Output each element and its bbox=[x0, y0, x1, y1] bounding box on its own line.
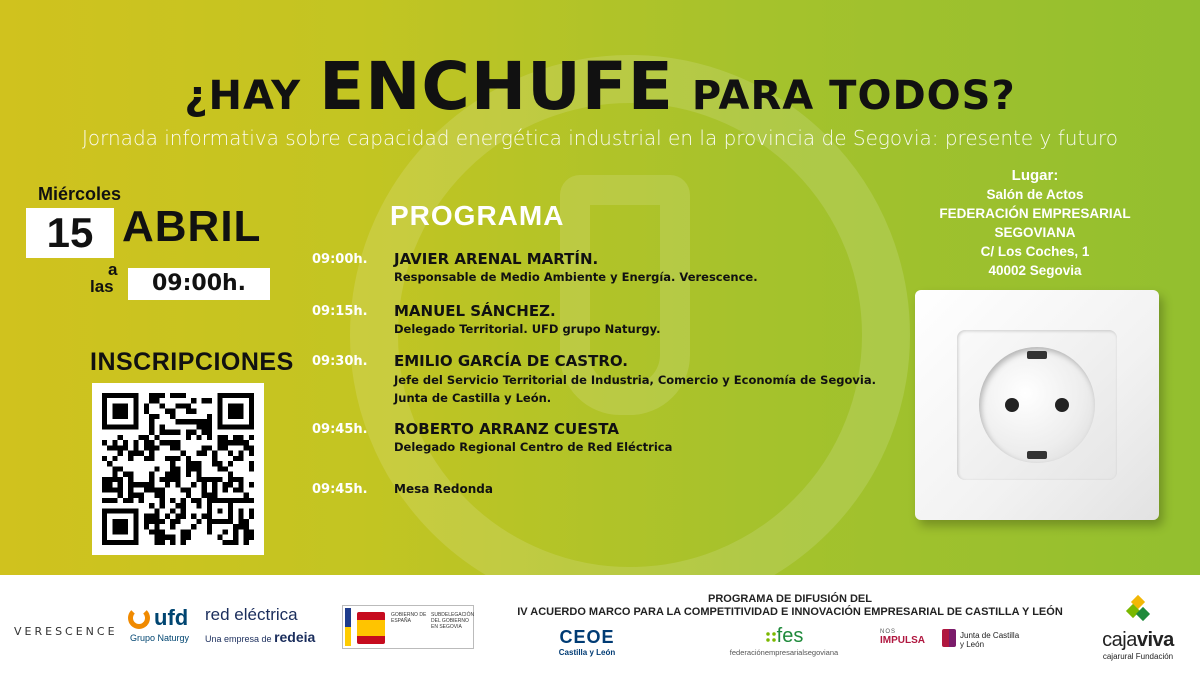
fes-dots-icon bbox=[765, 631, 777, 643]
socket-left-pin bbox=[1005, 398, 1019, 412]
program-item-time: 09:45h. bbox=[312, 422, 368, 437]
socket-inner-frame bbox=[957, 330, 1117, 480]
program-item-time: 09:45h. bbox=[312, 482, 368, 497]
fes-subtitle: federaciónempresarialsegoviana bbox=[729, 648, 839, 657]
ree-sub-pre: Una empresa de bbox=[205, 634, 272, 644]
socket-well bbox=[979, 347, 1095, 463]
program-item-speaker: JAVIER ARENAL MARTÍN. bbox=[394, 250, 599, 268]
ree-subtitle bbox=[205, 629, 315, 645]
program-item-speaker: EMILIO GARCÍA DE CASTRO. bbox=[394, 352, 629, 370]
date-a: a bbox=[108, 260, 118, 279]
socket-bottom-clip bbox=[1027, 451, 1047, 459]
cajaviva-leaf-icon bbox=[1126, 597, 1150, 627]
ceoe-name: CEOE bbox=[559, 627, 615, 647]
program-item-role: Jefe del Servicio Territorial de Industria, Comercio y Economía de Segovia. bbox=[394, 373, 876, 387]
program-title: PROGRAMA bbox=[390, 200, 565, 231]
program-item-role: Delegado Territorial. UFD grupo Naturgy. bbox=[394, 322, 661, 336]
gobierno-logo bbox=[342, 605, 474, 649]
date-weekday: Miércoles bbox=[38, 184, 122, 204]
program-item-speaker: MANUEL SÁNCHEZ. bbox=[394, 302, 556, 320]
program-item-time: 09:15h. bbox=[312, 304, 368, 319]
subdelegacion-text: SUBDELEGACIÓN DEL GOBIERNO EN SEGOVIA bbox=[431, 612, 475, 630]
title-prefix: ¿HAY bbox=[184, 73, 302, 119]
date-month: ABRIL bbox=[122, 202, 262, 251]
venue-room: Salón de Actos bbox=[986, 187, 1084, 202]
fes-name: fes bbox=[776, 625, 804, 647]
caja-post: viva bbox=[1136, 629, 1174, 651]
program-item-speaker: ROBERTO ARRANZ CUESTA bbox=[394, 420, 619, 438]
ree-title: red eléctrica bbox=[205, 605, 298, 624]
power-socket-image bbox=[915, 290, 1159, 520]
spain-shield-icon bbox=[357, 612, 385, 644]
program-item-time: 09:00h. bbox=[312, 252, 368, 267]
jcyl-shield-icon bbox=[942, 629, 956, 647]
event-subtitle: Jornada informativa sobre capacidad energética industrial en la provincia de Segovia: presente y futuro bbox=[82, 126, 1118, 150]
venue-label: Lugar: bbox=[1011, 167, 1059, 184]
date-time: 09:00h. bbox=[128, 268, 270, 300]
cajaviva-name bbox=[1088, 629, 1188, 652]
fes-logo bbox=[728, 625, 840, 657]
ufd-name: ufd bbox=[154, 605, 189, 630]
jcyl-text: Junta de Castilla y León bbox=[960, 631, 1020, 649]
event-title bbox=[0, 48, 1200, 125]
venue-street: C/ Los Coches, 1 bbox=[980, 244, 1090, 259]
gob-text: GOBIERNO DE ESPAÑA bbox=[391, 612, 427, 624]
verescence-logo: VERESCENCE bbox=[14, 625, 118, 638]
program-item-speaker: Mesa Redonda bbox=[394, 482, 493, 496]
nos-impulsa-logo bbox=[880, 629, 925, 646]
program-diffusion-line2: IV ACUERDO MARCO PARA LA COMPETITIVIDAD E INNOVACIÓN EMPRESARIAL DE CASTILLA Y LEÓN bbox=[517, 606, 1063, 618]
cajaviva-subtitle: cajarural Fundación bbox=[1102, 652, 1174, 661]
venue-info bbox=[900, 166, 1170, 280]
ceoe-subtitle: Castilla y León bbox=[558, 648, 616, 657]
registration-qr-code[interactable] bbox=[92, 383, 264, 555]
venue-organization: FEDERACIÓN EMPRESARIAL SEGOVIANA bbox=[939, 206, 1131, 240]
program-diffusion-text bbox=[490, 593, 1090, 619]
red-electrica-logo bbox=[205, 605, 315, 645]
cajaviva-logo bbox=[1088, 597, 1188, 661]
ree-sub-brand: redeia bbox=[274, 629, 316, 645]
venue-city: 40002 Segovia bbox=[988, 263, 1082, 278]
title-main: ENCHUFE bbox=[319, 48, 674, 125]
qr-code-icon bbox=[102, 393, 254, 545]
date-day: 15 bbox=[26, 208, 114, 258]
title-suffix: PARA TODOS? bbox=[691, 73, 1016, 119]
program-item-role: Responsable de Medio Ambiente y Energía. Verescence. bbox=[394, 270, 758, 284]
ufd-mark-icon bbox=[128, 607, 150, 629]
socket-right-pin bbox=[1055, 398, 1069, 412]
ceoe-logo bbox=[552, 627, 622, 657]
program-item-role: Junta de Castilla y León. bbox=[394, 391, 552, 405]
impulsa-nos: NOS bbox=[880, 629, 897, 635]
caja-pre: caja bbox=[1102, 629, 1137, 651]
impulsa-text: IMPULSA bbox=[880, 635, 925, 646]
date-las: las bbox=[90, 277, 114, 296]
registration-title: INSCRIPCIONES bbox=[90, 348, 294, 376]
program-diffusion-line1: PROGRAMA DE DIFUSIÓN DEL bbox=[708, 593, 872, 605]
program-item-role: Delegado Regional Centro de Red Eléctrica bbox=[394, 440, 673, 454]
eu-flag-icon bbox=[345, 608, 351, 646]
program-item-time: 09:30h. bbox=[312, 354, 368, 369]
sponsor-bar bbox=[0, 575, 1200, 675]
fes-name-row bbox=[728, 625, 840, 648]
socket-top-clip bbox=[1027, 351, 1047, 359]
ufd-subtitle: Grupo Naturgy bbox=[130, 633, 190, 643]
